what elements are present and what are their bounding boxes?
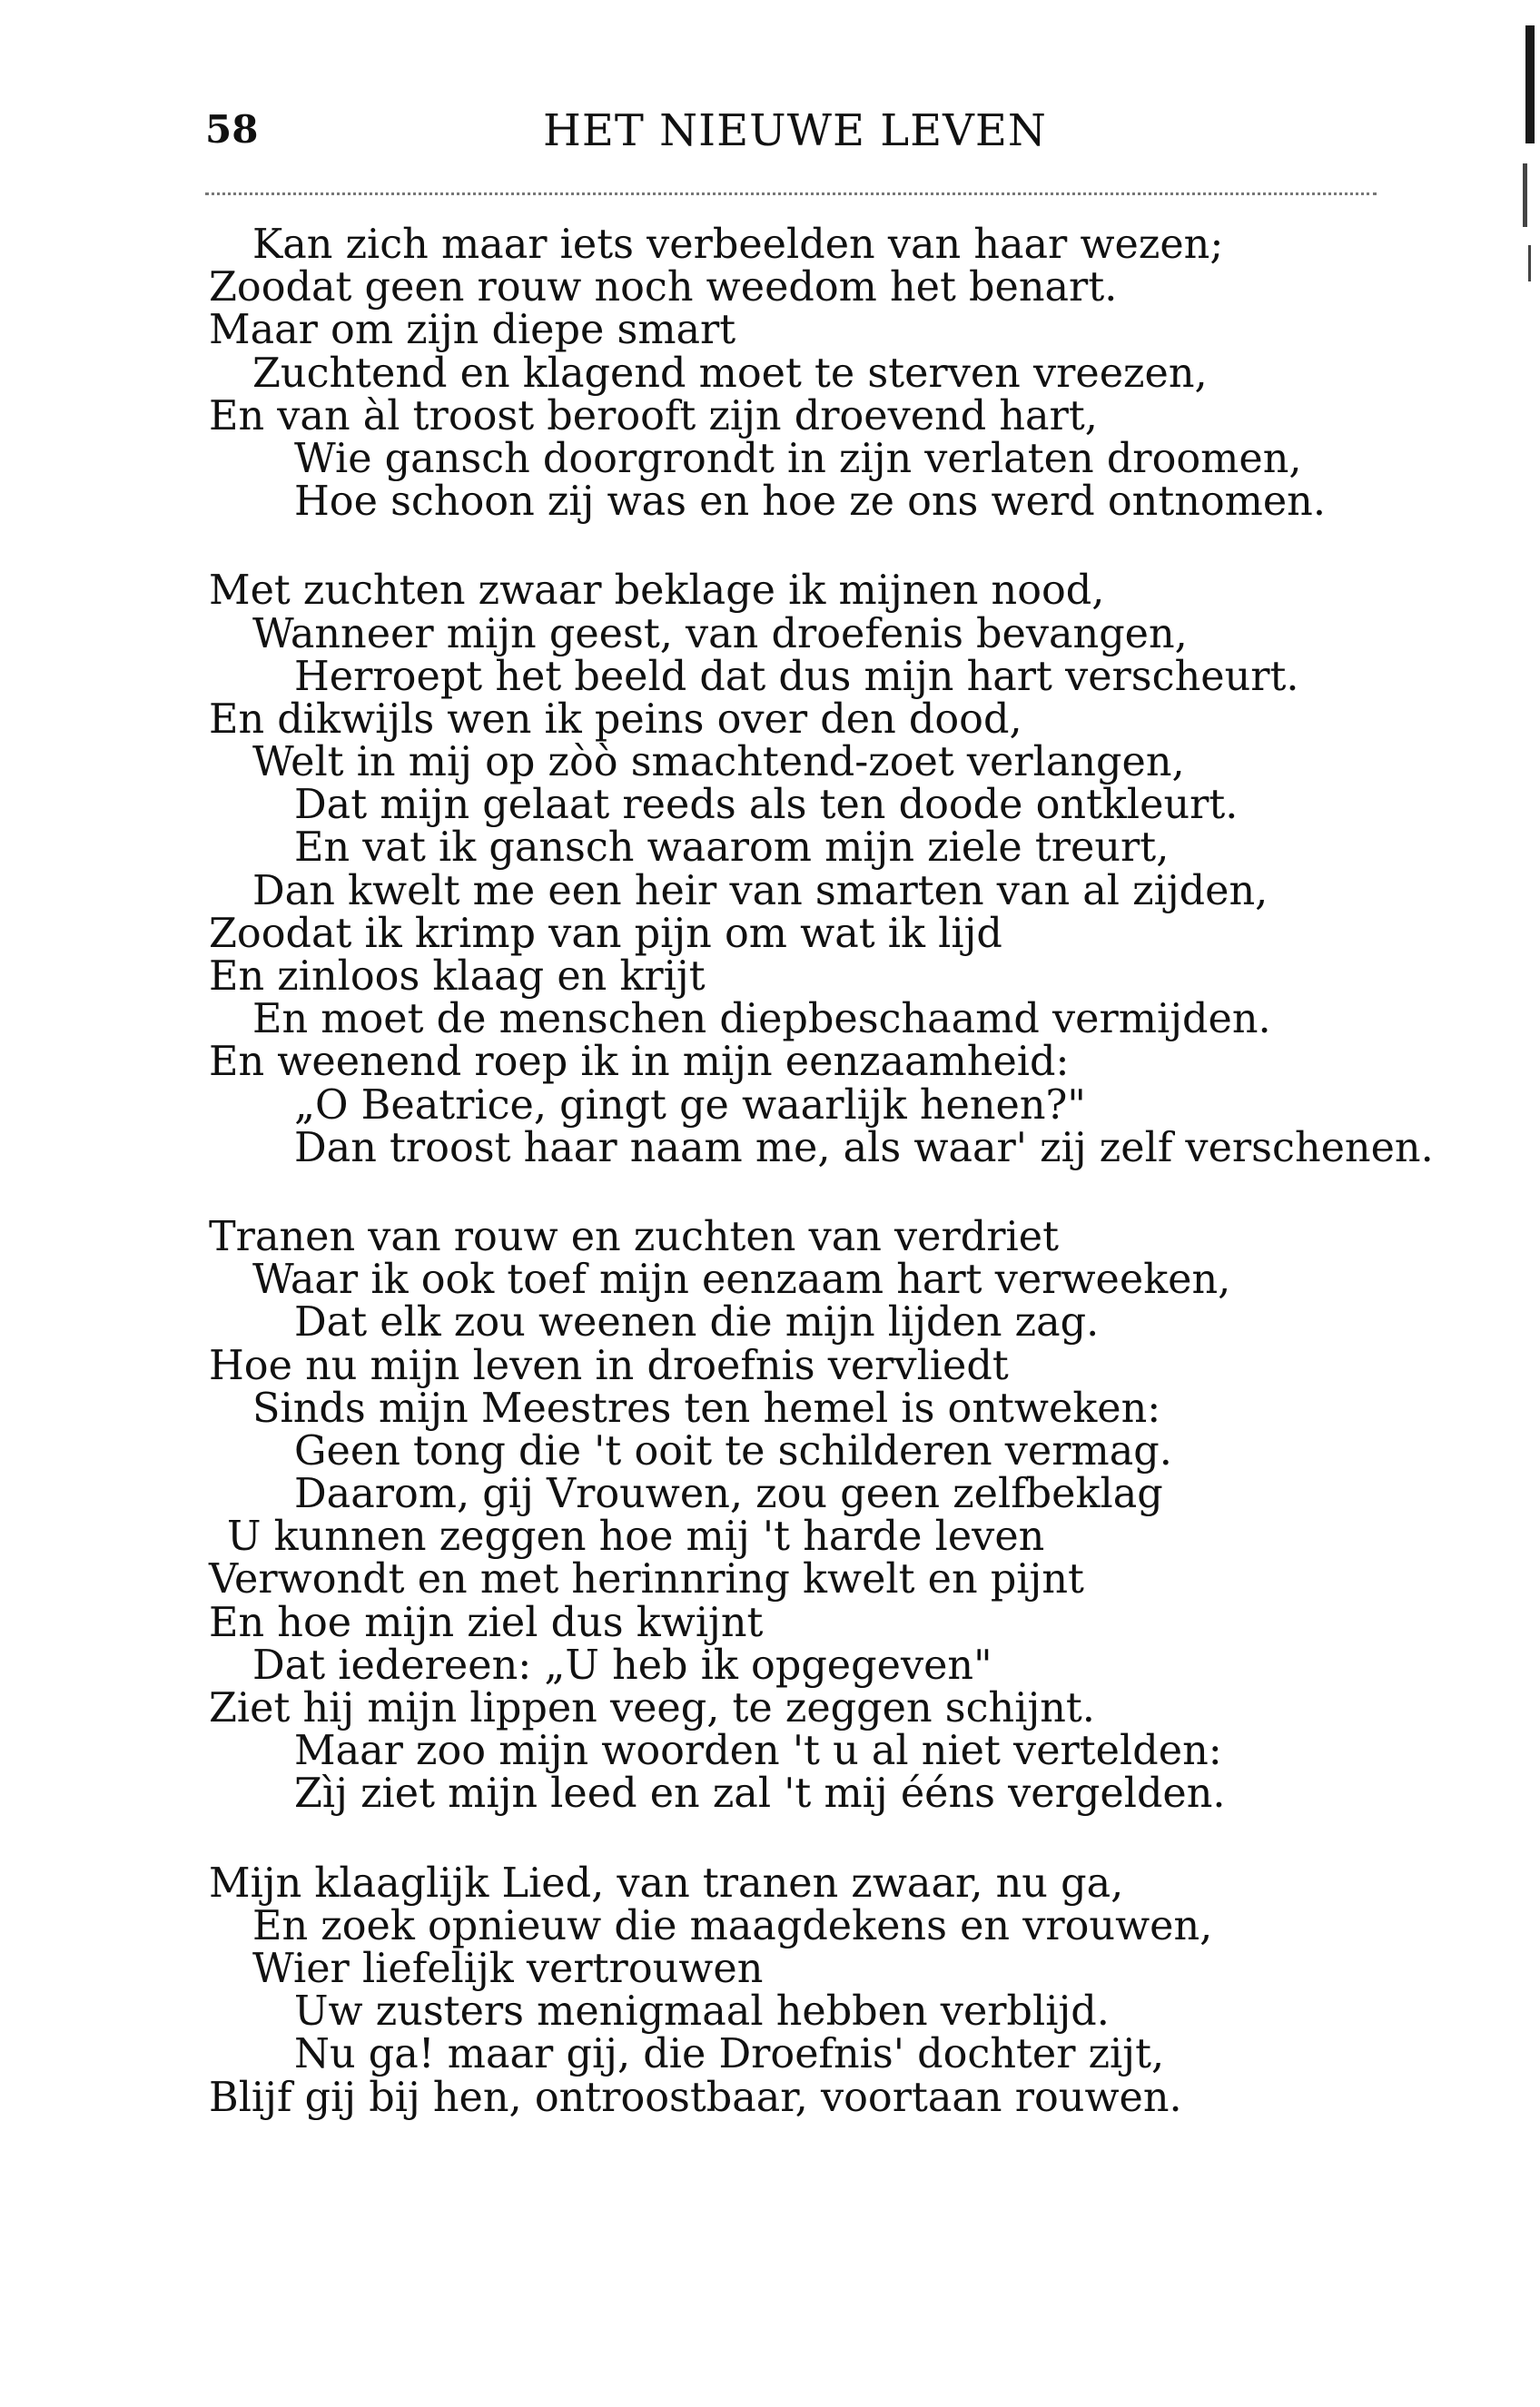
poem-line: En hoe mijn ziel dus kwijnt [209, 1599, 764, 1646]
poem-line: Verwondt en met herinnring kwelt en pijnt [209, 1556, 1084, 1603]
poem-line: En zinloos klaag en krijt [209, 953, 706, 1000]
poem-line: Sinds mijn Meestres ten hemel is ontweken: [252, 1385, 1161, 1432]
header-divider [205, 192, 1377, 195]
poem-line: Wie gansch doorgrondt in zijn verlaten droomen, [294, 435, 1302, 482]
poem-line: Geen tong die 't ooit te schilderen vermag. [294, 1427, 1172, 1475]
poem-line: En dikwijls wen ik peins over den dood, [209, 695, 1022, 743]
poem-line: Kan zich maar iets verbeelden van haar wezen; [252, 222, 1224, 268]
page-edge-speck [1528, 245, 1531, 281]
poem-line: Wier liefelijk vertrouwen [252, 1945, 764, 1992]
poem-line: En moet de menschen diepbeschaamd vermijden. [252, 996, 1271, 1043]
poem-line: Mijn klaaglijk Lied, van tranen zwaar, nu ga, [209, 1860, 1124, 1907]
poem-line: Dan troost haar naam me, als waar' zij zelf verschenen. [294, 1124, 1434, 1171]
poem-line: Maar zoo mijn woorden 't u al niet vertelden: [294, 1728, 1222, 1775]
poem-line: Zoodat ik krimp van pijn om wat ik lijd [209, 910, 1002, 957]
poem-line: Waar ik ook toef mijn eenzaam hart verweeken, [252, 1257, 1231, 1304]
page-number: 58 [205, 107, 259, 152]
poem-line: Ziet hij mijn lippen veeg, te zeggen schijnt. [209, 1685, 1095, 1731]
page-edge-speck [1523, 163, 1527, 227]
poem-line: Dan kwelt me een heir van smarten van al zijden, [252, 867, 1269, 914]
poem-line: Hoe schoon zij was en hoe ze ons werd ontnomen. [294, 478, 1326, 526]
stanza-1 [209, 222, 1407, 526]
poem-line: Dat elk zou weenen die mijn lijden zag. [294, 1299, 1100, 1347]
poem-line: Zoodat geen rouw noch weedom het benart. [209, 264, 1118, 311]
poem-line: Zìj ziet mijn leed en zal 't mij ééns vergelden. [294, 1771, 1226, 1818]
poem-line: Herroept het beeld dat dus mijn hart verscheurt. [294, 653, 1299, 700]
running-head: HET NIEUWE LEVEN [543, 105, 1047, 156]
poem-line: Met zuchten zwaar beklage ik mijnen nood, [209, 567, 1105, 615]
page-edge-mark [1525, 25, 1535, 143]
stanza-4 [209, 1862, 1407, 2119]
poem-line: Uw zusters menigmaal hebben verblijd. [294, 1988, 1110, 2036]
poem-line: En weenend roep ik in mijn eenzaamheid: [209, 1039, 1070, 1086]
poem-line: Hoe nu mijn leven in droefnis vervliedt [209, 1342, 1009, 1389]
poem-line: Zuchtend en klagend moet te sterven vreezen, [252, 350, 1208, 397]
poem-line: Tranen van rouw en zuchten van verdriet [209, 1213, 1059, 1260]
poem-line: U kunnen zeggen hoe mij 't harde leven [227, 1514, 1045, 1561]
poem-line: Daarom, gij Vrouwen, zou geen zelfbeklag [294, 1471, 1163, 1518]
poem-line: „O Beatrice, gingt ge waarlijk henen?" [294, 1081, 1086, 1129]
stanza-2 [209, 567, 1434, 1171]
poem-line: En vat ik gansch waarom mijn ziele treurt, [294, 824, 1170, 872]
poem-line: Blijf gij bij hen, ontroostbaar, voortaan rouwen. [209, 2074, 1182, 2121]
poem-line: Dat mijn gelaat reeds als ten doode ontkleurt. [294, 782, 1239, 829]
poem-line: En van àl troost berooft zijn droevend hart, [209, 392, 1098, 439]
poem-line: Welt in mij op zòò smachtend-zoet verlangen, [252, 739, 1185, 786]
poem-line: Nu ga! maar gij, die Droefnis' dochter zijt, [294, 2031, 1165, 2078]
stanza-3 [209, 1213, 1407, 1818]
poem [209, 222, 1434, 2165]
poem-line: Maar om zijn diepe smart [209, 307, 736, 354]
poem-line: En zoek opnieuw die maagdekens en vrouwen, [252, 1902, 1213, 1949]
poem-line: Wanneer mijn geest, van droefenis bevangen, [252, 610, 1188, 657]
poem-line: Dat iedereen: „U heb ik opgegeven" [252, 1642, 992, 1689]
